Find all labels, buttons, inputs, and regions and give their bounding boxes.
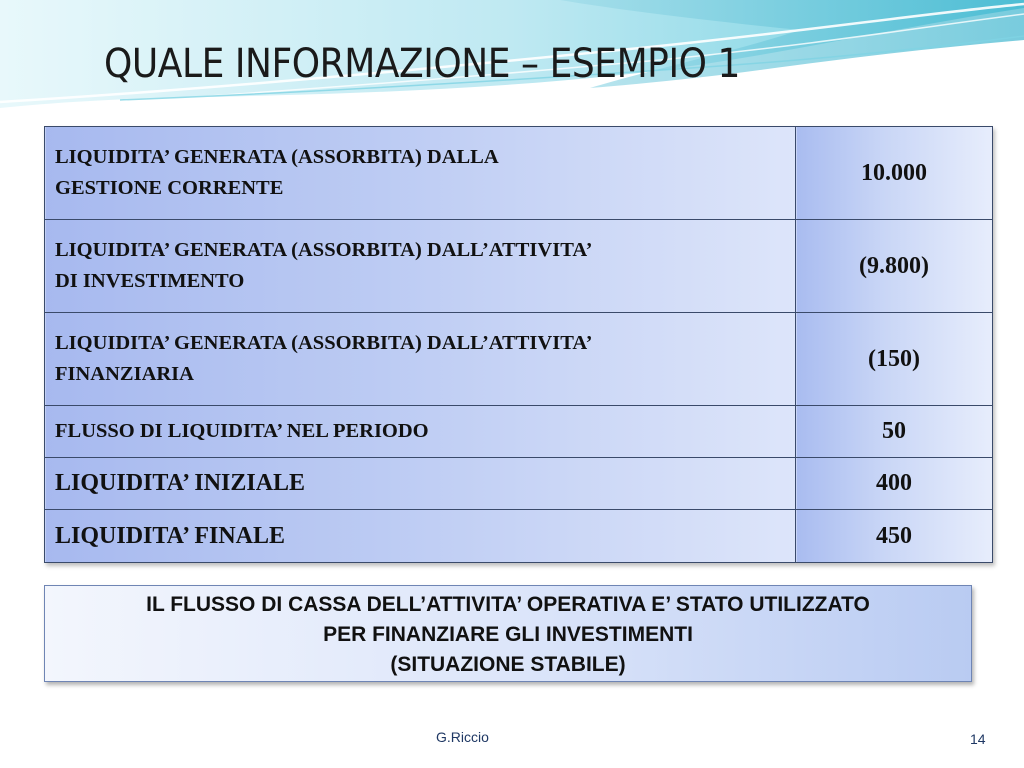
row-label [45,220,796,313]
table-row [45,220,993,313]
row-label: LIQUIDITA’ FINALE [45,510,796,563]
row-value: (150) [796,313,993,406]
table-row [45,458,993,510]
conclusion-box [44,585,972,682]
row-label [45,313,796,406]
footer-author: G.Riccio [436,729,489,745]
row-label-line: LIQUIDITA’ GENERATA (ASSORBITA) DALLA [55,146,499,168]
row-label-line: DI INVESTIMENTO [55,270,245,292]
row-label-line: LIQUIDITA’ GENERATA (ASSORBITA) DALL’ATTIVITA’ [55,332,593,354]
row-label: FLUSSO DI LIQUIDITA’ NEL PERIODO [45,406,796,458]
conclusion-line: (SITUAZIONE STABILE) [390,653,626,676]
slide-title: QUALE INFORMAZIONE – ESEMPIO 1 [104,41,740,87]
row-label-line: GESTIONE CORRENTE [55,177,284,199]
conclusion-line: PER FINANZIARE GLI INVESTIMENTI [323,623,693,646]
table-row [45,510,993,563]
row-value: 400 [796,458,993,510]
cash-flow-table [44,126,993,563]
row-value: 10.000 [796,127,993,220]
page-number: 14 [970,731,986,747]
row-label: LIQUIDITA’ INIZIALE [45,458,796,510]
row-label-line: FINANZIARIA [55,363,194,385]
row-label [45,127,796,220]
row-value: (9.800) [796,220,993,313]
row-label-line: LIQUIDITA’ GENERATA (ASSORBITA) DALL’ATTIVITA’ [55,239,593,261]
table-row [45,313,993,406]
table-row [45,406,993,458]
table-row [45,127,993,220]
row-value: 450 [796,510,993,563]
conclusion-line: IL FLUSSO DI CASSA DELL’ATTIVITA’ OPERATIVA E’ STATO UTILIZZATO [146,593,870,616]
row-value: 50 [796,406,993,458]
